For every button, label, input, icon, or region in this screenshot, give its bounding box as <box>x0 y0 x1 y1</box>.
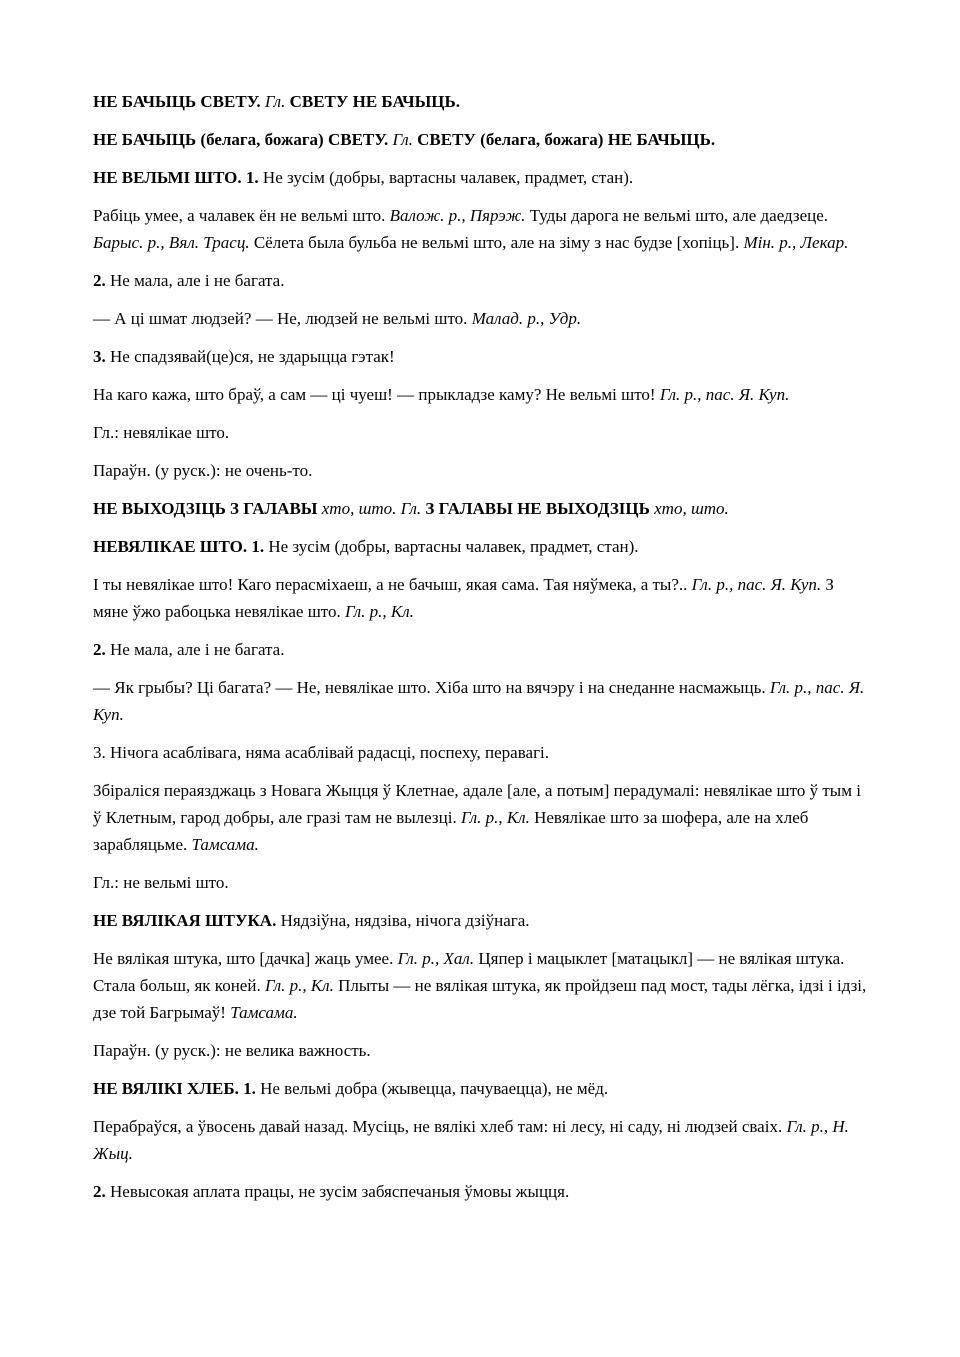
regular-text: Цяпер і мацыклет [матацыкл] — не вялікая штука. Стала больш, як коней. <box>93 949 845 995</box>
regular-text: Збіраліся пераязджаць з Новага Жыцця ў Клетнае, адале [але, а потым] перадумалі: невялікае што ў тым і ў Клетным, гарод добры, але гразі там не вылезці. <box>93 781 861 827</box>
regular-text: Не вельмі добра (жывецца, пачуваецца), не мёд. <box>260 1079 609 1098</box>
bold-text: НЕ БАЧЫЦЬ СВЕТУ. <box>93 92 265 111</box>
italic-text: Гл. р., Кл. <box>264 976 339 995</box>
regular-text: — Як грыбы? Ці багата? — Не, невялікае што. Хіба што на вячэру і на снеданне насмажыць. <box>93 678 770 697</box>
italic-text: хто, што. Гл. <box>321 499 426 518</box>
paragraph <box>93 202 869 256</box>
italic-text: Тамсама. <box>230 1003 298 1022</box>
regular-text: І ты невялікае што! Каго перасміхаеш, а не бачыш, якая сама. Тая няўмека, а ты?.. <box>93 575 692 594</box>
bold-text: НЕ ВЕЛЬМІ ШТО. 1. <box>93 168 263 187</box>
regular-text: 3. Нічога асаблівага, няма асаблівай радасці, поспеху, перавагі. <box>93 743 550 762</box>
regular-text: Перабраўся, а ўвосень давай назад. Мусіць, не вялікі хлеб там: ні лесу, ні саду, ні людзей сваіх. <box>93 1117 787 1136</box>
regular-text: Параўн. (у руск.): не велика важность. <box>93 1041 371 1060</box>
bold-text: 2. <box>93 640 110 659</box>
regular-text: Не зусім (добры, вартасны чалавек, прадмет, стан). <box>262 168 634 187</box>
bold-text: НЕВЯЛІКАЕ ШТО. 1. <box>93 537 269 556</box>
paragraph <box>93 571 869 625</box>
paragraph <box>93 305 869 332</box>
paragraph <box>93 126 869 153</box>
paragraph <box>93 739 869 766</box>
paragraph <box>93 457 869 484</box>
bold-text: НЕ ВЯЛІКАЯ ШТУКА. <box>93 911 281 930</box>
italic-text: Гл. р., пас. Я. Куп. <box>691 575 826 594</box>
paragraph <box>93 907 869 934</box>
italic-text: Гл. р., Кл. <box>345 602 414 621</box>
regular-text: Не мала, але і не багата. <box>110 640 285 659</box>
paragraph <box>93 1075 869 1102</box>
italic-text: Барыс. р., Вял. Трасц. <box>93 233 254 252</box>
bold-text: НЕ БАЧЫЦЬ (белага, божага) СВЕТУ. <box>93 130 393 149</box>
bold-text: СВЕТУ НЕ БАЧЫЦЬ. <box>289 92 461 111</box>
bold-text: З ГАЛАВЫ НЕ ВЫХОДЗІЦЬ <box>425 499 655 518</box>
regular-text: Не мала, але і не багата. <box>110 271 285 290</box>
italic-text: Гл. <box>392 130 418 149</box>
italic-text: Гл. <box>264 92 290 111</box>
paragraph <box>93 88 869 115</box>
italic-text: хто, што. <box>654 499 729 518</box>
regular-text: Невялікае што за шофера, але на хлеб зарабляцьме. <box>93 808 809 854</box>
document-body <box>93 88 869 1216</box>
regular-text: З мяне ўжо рабоцька невялікае што. <box>93 575 834 621</box>
regular-text: Плыты — не вялікая штука, як пройдзеш пад мост, тады лёгка, ідзі і ідзі, дзе той Багрымаў! <box>93 976 867 1022</box>
paragraph <box>93 636 869 663</box>
paragraph <box>93 674 869 728</box>
italic-text: Тамсама. <box>191 835 259 854</box>
regular-text: Гл.: невялікае што. <box>93 423 230 442</box>
paragraph <box>93 777 869 858</box>
italic-text: Мін. р., Лекар. <box>743 233 849 252</box>
bold-text: НЕ ВЫХОДЗІЦЬ З ГАЛАВЫ <box>93 499 322 518</box>
paragraph <box>93 1037 869 1064</box>
paragraph <box>93 945 869 1026</box>
paragraph <box>93 343 869 370</box>
regular-text: — А ці шмат людзей? — Не, людзей не вельмі што. <box>93 309 472 328</box>
regular-text: Гл.: не вельмі што. <box>93 873 229 892</box>
bold-text: НЕ ВЯЛІКІ ХЛЕБ. 1. <box>93 1079 261 1098</box>
paragraph <box>93 495 869 522</box>
paragraph <box>93 1178 869 1205</box>
paragraph <box>93 381 869 408</box>
bold-text: 2. <box>93 271 110 290</box>
paragraph <box>93 533 869 560</box>
regular-text: Нядзіўна, нядзіва, нічога дзіўнага. <box>280 911 530 930</box>
regular-text: Туды дарога не вельмі што, але даедзеце. <box>529 206 829 225</box>
bold-text: 2. <box>93 1182 110 1201</box>
regular-text: На каго кажа, што браў, а сам — ці чуеш! — прыкладзе каму? Не вельмі што! <box>93 385 660 404</box>
italic-text: Гл. р., Н. Жыц. <box>93 1117 849 1163</box>
paragraph <box>93 869 869 896</box>
bold-text: СВЕТУ (белага, божага) НЕ БАЧЫЦЬ. <box>417 130 716 149</box>
italic-text: Гл. р., Хал. <box>397 949 479 968</box>
italic-text: Гл. р., пас. Я. Куп. <box>93 678 865 724</box>
regular-text: Не вялікая штука, што [дачка] жаць умее. <box>93 949 398 968</box>
bold-text: 3. <box>93 347 110 366</box>
regular-text: Сёлета была бульба не вельмі што, але на зіму з нас будзе [хопіць]. <box>253 233 744 252</box>
regular-text: Не зусім (добры, вартасны чалавек, прадмет, стан). <box>268 537 639 556</box>
italic-text: Гл. р., пас. Я. Куп. <box>659 385 790 404</box>
paragraph <box>93 1113 869 1167</box>
italic-text: Валож. р., Пярэж. <box>389 206 530 225</box>
paragraph <box>93 419 869 446</box>
italic-text: Гл. р., Кл. <box>460 808 535 827</box>
paragraph <box>93 164 869 191</box>
regular-text: Не спадзявай(це)ся, не здарыцца гэтак! <box>110 347 395 366</box>
regular-text: Параўн. (у руск.): не очень-то. <box>93 461 313 480</box>
italic-text: Малад. р., Удр. <box>471 309 582 328</box>
regular-text: Рабіць умее, а чалавек ён не вельмі што. <box>93 206 390 225</box>
paragraph <box>93 267 869 294</box>
regular-text: Невысокая аплата працы, не зусім забяспечаныя ўмовы жыцця. <box>110 1182 570 1201</box>
